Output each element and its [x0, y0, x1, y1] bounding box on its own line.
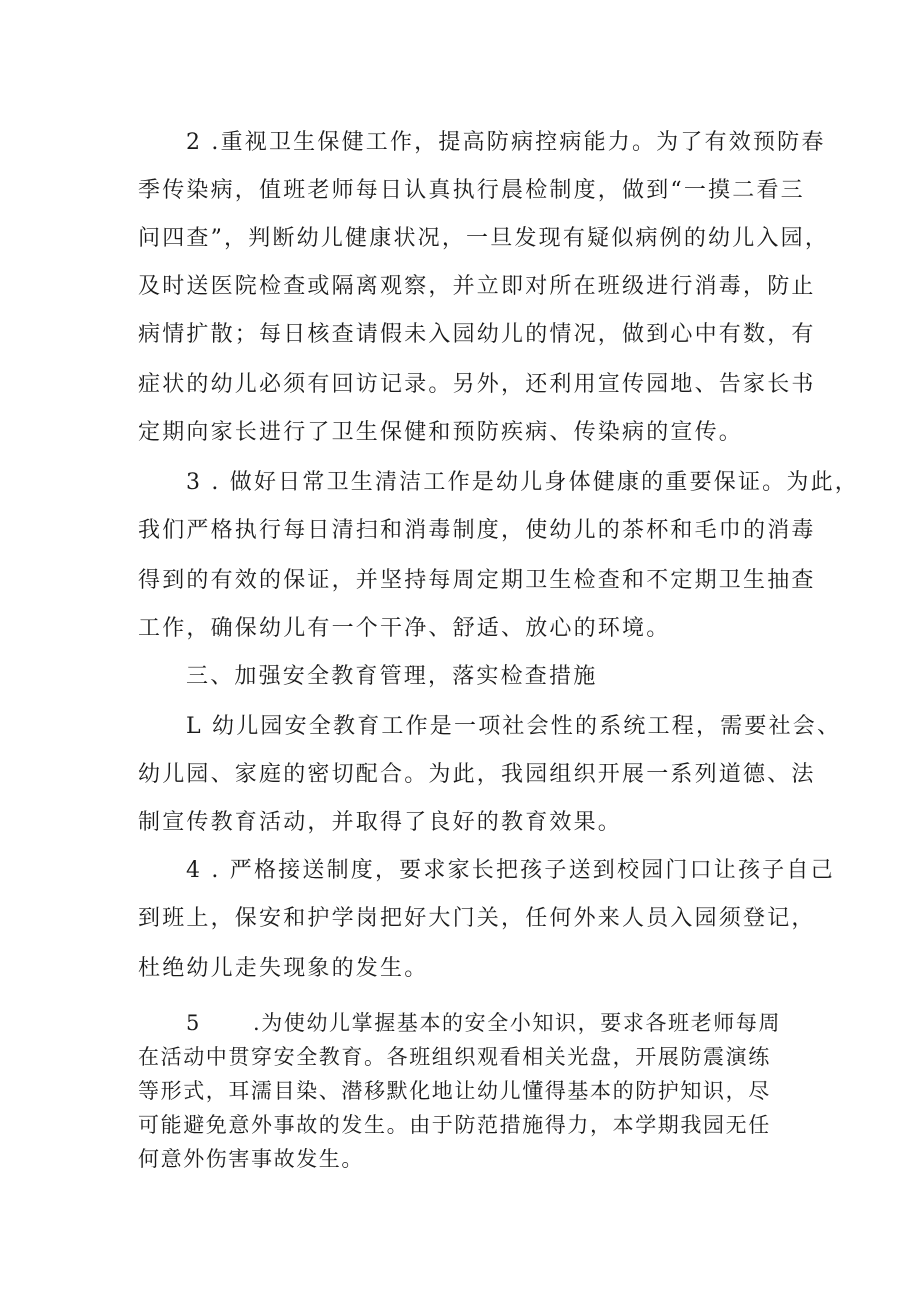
- paragraph-4-line: 4 . 严格接送制度，要求家长把孩子送到校园门口让孩子自己: [186, 858, 835, 883]
- paragraph-l-line: 制宣传教育活动，并取得了良好的教育效果。: [138, 810, 623, 835]
- paragraph-2-line: 季传染病，值班老师每日认真执行晨检制度，做到“一摸二看三: [138, 178, 805, 203]
- paragraph-3-line: 我们严格执行每日清扫和消毒制度，使幼儿的茶杯和毛巾的消毒: [138, 518, 816, 543]
- paragraph-3-line: 得到的有效的保证，并坚持每周定期卫生检查和不定期卫生抽查: [138, 568, 816, 593]
- paragraph-2-line: 定期向家长进行了卫生保健和预防疾病、传染病的宣传。: [138, 420, 744, 445]
- paragraph-5-number: 5: [186, 1011, 201, 1035]
- paragraph-2-line: 2 .重视卫生保健工作，提高防病控病能力。为了有效预防春: [186, 130, 826, 155]
- section-heading: 三、加强安全教育管理，落实检查措施: [186, 664, 598, 689]
- paragraph-5-line: 在活动中贯穿安全教育。各班组织观看相关光盘，开展防震演练: [138, 1045, 771, 1069]
- paragraph-l-line: L 幼儿园安全教育工作是一项社会性的系统工程，需要社会、: [186, 714, 842, 739]
- paragraph-2-line: 问四查”，判断幼儿健康状况，一旦发现有疑似病例的幼儿入园，: [138, 226, 830, 251]
- paragraph-4-line: 杜绝幼儿走失现象的发生。: [138, 956, 429, 981]
- paragraph-5-line: 等形式，耳濡目染、潜移默化地让幼儿懂得基本的防护知识，尽: [138, 1079, 771, 1103]
- paragraph-3-line: 工作，确保幼儿有一个干净、舒适、放心的环境。: [138, 616, 671, 641]
- paragraph-3-line: 3 . 做好日常卫生清洁工作是幼儿身体健康的重要保证。为此，: [186, 470, 859, 495]
- paragraph-5-line: 可能避免意外事故的发生。由于防范措施得力，本学期我园无任: [138, 1113, 771, 1137]
- paragraph-5-first-line-text: .为使幼儿掌握基本的安全小知识，要求各班老师每周: [252, 1011, 782, 1035]
- paragraph-5-line: 何意外伤害事故发生。: [138, 1147, 364, 1171]
- paragraph-l-line: 幼儿园、家庭的密切配合。为此，我园组织开展一系列道德、法: [138, 762, 816, 787]
- paragraph-4-line: 到班上，保安和护学岗把好大门关，任何外来人员入园须登记，: [138, 906, 816, 931]
- paragraph-5-first-line: [186, 1008, 781, 1038]
- paragraph-2-line: 症状的幼儿必须有回访记录。另外，还利用宣传园地、告家长书: [138, 372, 816, 397]
- paragraph-2-line: 及时送医院检查或隔离观察，并立即对所在班级进行消毒，防止: [138, 274, 816, 299]
- paragraph-2-line: 病情扩散；每日核查请假未入园幼儿的情况，做到心中有数，有: [138, 322, 816, 347]
